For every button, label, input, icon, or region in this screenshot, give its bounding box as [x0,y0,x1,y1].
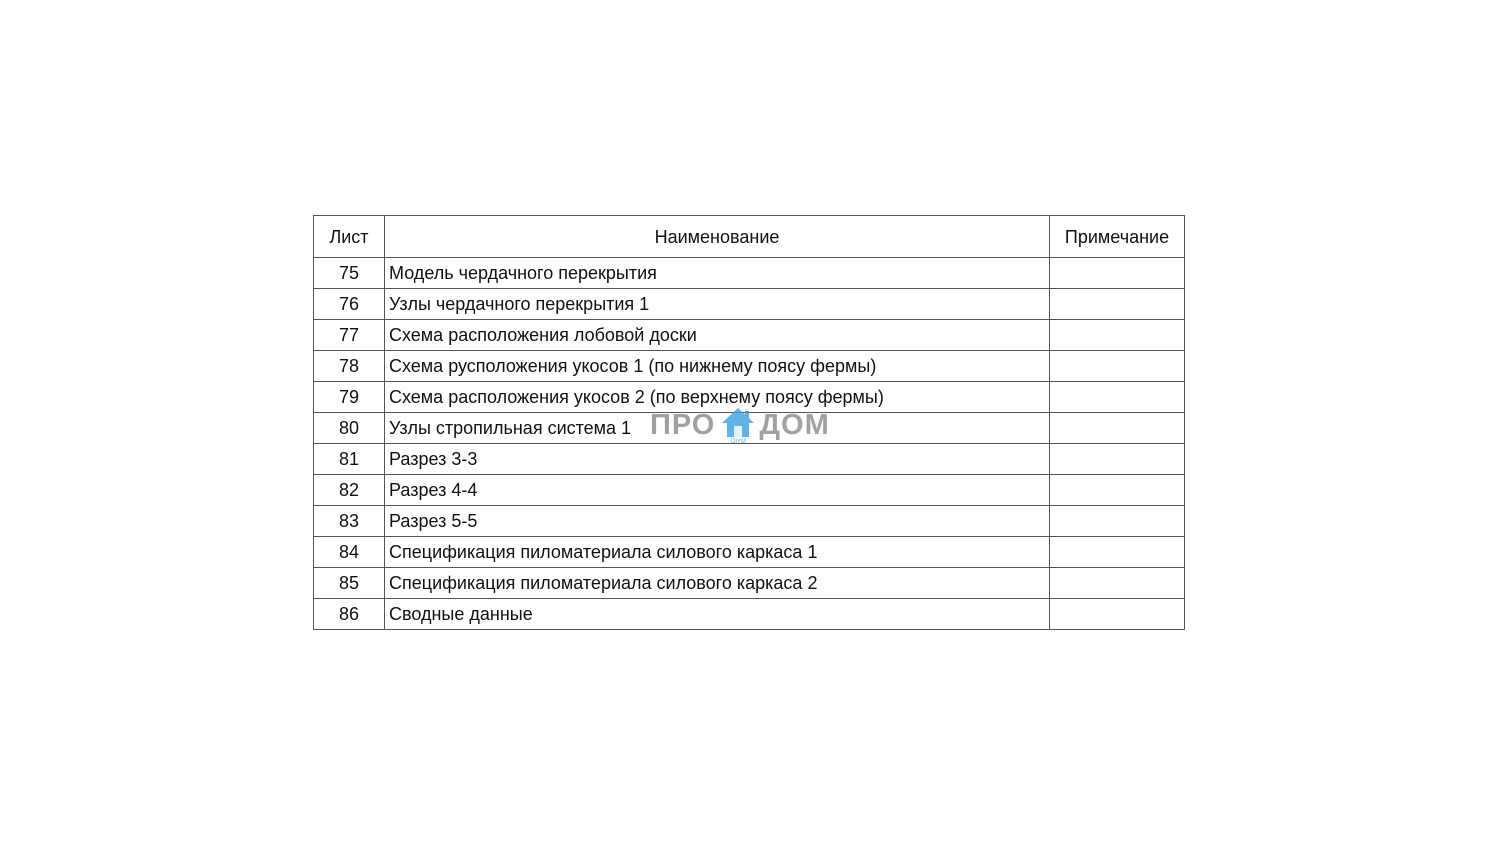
row-sheet-number: 83 [314,506,385,537]
row-sheet-number: 84 [314,537,385,568]
row-name: Схема расположения лобовой доски [385,320,1050,351]
row-sheet-number: 76 [314,289,385,320]
row-name: Схема расположения укосов 2 (по верхнему поясу фермы) [385,382,1050,413]
row-name: Схема русположения укосов 1 (по нижнему поясу фермы) [385,351,1050,382]
header-sheet: Лист [314,216,385,258]
row-note [1050,413,1185,444]
row-sheet-number: 80 [314,413,385,444]
row-note [1050,258,1185,289]
row-sheet-number: 85 [314,568,385,599]
table-row [314,320,1185,351]
row-name: Разрез 4-4 [385,475,1050,506]
row-note [1050,599,1185,630]
row-name: Разрез 5-5 [385,506,1050,537]
table-row [314,382,1185,413]
watermark-sub-text: DIYM [730,439,746,445]
table-row [314,599,1185,630]
table-header-row [314,216,1185,258]
row-note [1050,475,1185,506]
row-sheet-number: 82 [314,475,385,506]
row-name: Модель чердачного перекрытия [385,258,1050,289]
row-name: Спецификация пиломатериала силового каркаса 1 [385,537,1050,568]
row-sheet-number: 75 [314,258,385,289]
sheet-index-table [313,215,1185,630]
row-note [1050,506,1185,537]
row-sheet-number: 86 [314,599,385,630]
table-row [314,258,1185,289]
row-sheet-number: 77 [314,320,385,351]
row-name: Спецификация пиломатериала силового каркаса 2 [385,568,1050,599]
header-note: Примечание [1050,216,1185,258]
row-name: Сводные данные [385,599,1050,630]
table-row [314,289,1185,320]
watermark-left-text: ПРО [650,408,716,441]
row-sheet-number: 78 [314,351,385,382]
table-row [314,475,1185,506]
row-note [1050,289,1185,320]
table-row [314,506,1185,537]
row-sheet-number: 81 [314,444,385,475]
row-note [1050,382,1185,413]
table-row [314,351,1185,382]
table-row [314,444,1185,475]
row-note [1050,351,1185,382]
row-sheet-number: 79 [314,382,385,413]
watermark-right-text: ДОМ [759,408,830,441]
table-row [314,568,1185,599]
header-name: Наименование [385,216,1050,258]
row-name: Узлы стропильная система 1 [385,413,1050,444]
row-note [1050,537,1185,568]
table-row [314,537,1185,568]
row-name: Узлы чердачного перекрытия 1 [385,289,1050,320]
row-name: Разрез 3-3 [385,444,1050,475]
table-row [314,413,1185,444]
row-note [1050,320,1185,351]
row-note [1050,568,1185,599]
row-note [1050,444,1185,475]
